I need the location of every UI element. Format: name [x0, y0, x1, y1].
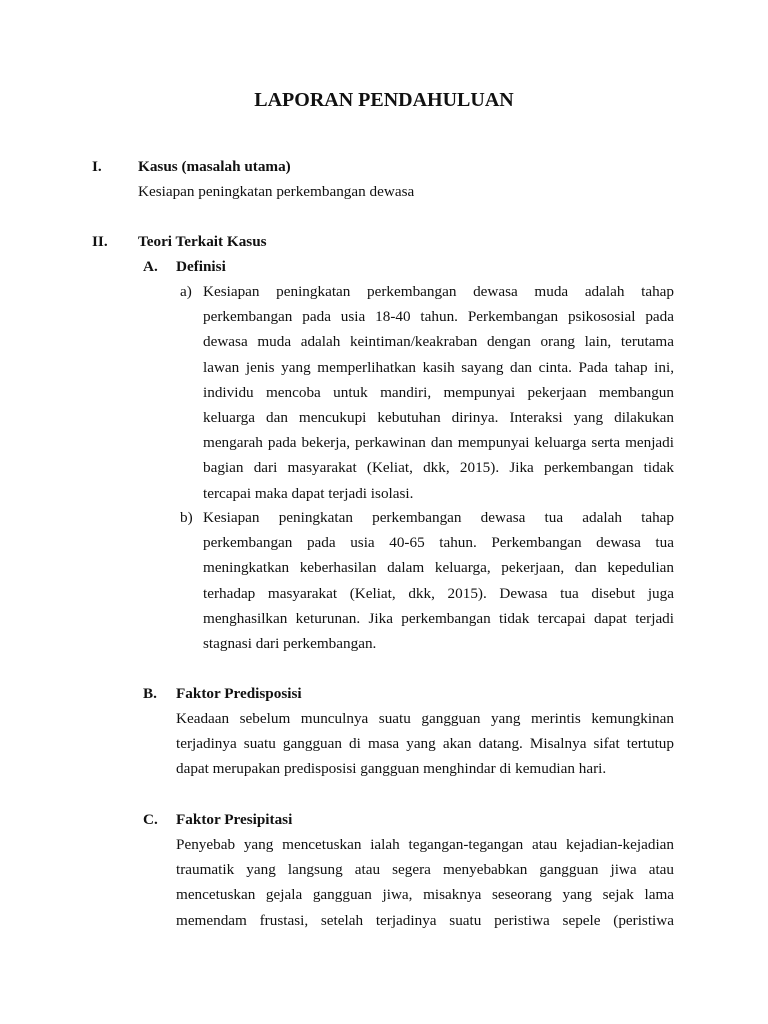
- paragraph-line: terhadap masyarakat (Keliat, dkk, 2015). Dewasa tua disebut juga: [203, 584, 674, 602]
- paragraph-line: lawan jenis yang memperlihatkan kasih sayang dan cinta. Pada tahap ini,: [203, 358, 674, 376]
- section-text: Kesiapan peningkatan perkembangan dewasa: [138, 183, 415, 200]
- subsection-letter: A.: [143, 258, 158, 275]
- subsection-paragraph: [176, 832, 674, 933]
- subsection-heading: Faktor Presipitasi: [176, 811, 293, 828]
- paragraph-line: perkembangan pada usia 40-65 tahun. Perkembangan dewasa tua: [203, 534, 674, 552]
- section-numeral: II.: [92, 233, 108, 250]
- paragraph-line: Kesiapan peningkatan perkembangan dewasa muda adalah tahap: [203, 283, 674, 300]
- document-title: LAPORAN PENDAHULUAN: [254, 89, 514, 111]
- subsection-letter: B.: [143, 685, 157, 702]
- section-numeral: I.: [92, 158, 102, 175]
- paragraph-line: tercapai maka dapat terjadi isolasi.: [203, 484, 414, 502]
- paragraph-line: Kesiapan peningkatan perkembangan dewasa tua adalah tahap: [203, 509, 674, 526]
- subsection-heading: Definisi: [176, 258, 226, 275]
- paragraph-line: mengarah pada bekerja, perkawinan dan mempunyai keluarga serta menjadi: [203, 434, 674, 452]
- subsection-letter: C.: [143, 811, 158, 828]
- paragraph-line: dewasa muda adalah keintiman/keakraban dengan orang lain, terutama: [203, 333, 674, 351]
- paragraph-line: individu mencoba untuk mandiri, mempunyai pekerjaan membangun: [203, 383, 674, 401]
- list-marker: a): [180, 283, 192, 300]
- subsection-paragraph: [176, 706, 674, 782]
- paragraph-line: memendam frustasi, setelah terjadinya suatu peristiwa sepele (peristiwa: [176, 911, 674, 929]
- paragraph-line: terjadinya suatu gangguan di masa yang akan datang. Misalnya sifat tertutup: [176, 735, 674, 753]
- list-item-paragraph: [203, 505, 674, 656]
- paragraph-line: menghasilkan keturunan. Jika perkembangan tidak tercapai dapat terjadi: [203, 609, 674, 627]
- paragraph-line: Keadaan sebelum munculnya suatu gangguan yang merintis kemungkinan: [176, 710, 674, 727]
- paragraph-line: Penyebab yang mencetuskan ialah tegangan-tegangan atau kejadian-kejadian: [176, 836, 674, 853]
- paragraph-line: keluarga dan mencukupi kebutuhan dirinya. Interaksi yang dilakukan: [203, 408, 674, 426]
- paragraph-line: stagnasi dari perkembangan.: [203, 634, 377, 652]
- list-marker: b): [180, 509, 193, 526]
- paragraph-line: meningkatkan keberhasilan dalam keluarga, pekerjaan, dan kepedulian: [203, 559, 674, 577]
- subsection-heading: Faktor Predisposisi: [176, 685, 302, 702]
- paragraph-line: mencetuskan gejala gangguan jiwa, misaknya seseorang yang sejak lama: [176, 886, 674, 904]
- paragraph-line: traumatik yang langsung atau segera menyebabkan gangguan jiwa atau: [176, 861, 674, 879]
- paragraph-line: dapat merupakan predisposisi gangguan menghindar di kemudian hari.: [176, 760, 607, 778]
- paragraph-line: perkembangan pada usia 18-40 tahun. Perkembangan psikososial pada: [203, 308, 674, 326]
- section-heading: Teori Terkait Kasus: [138, 233, 267, 250]
- section-heading: Kasus (masalah utama): [138, 158, 291, 175]
- paragraph-line: bagian dari masyarakat (Keliat, dkk, 2015). Jika perkembangan tidak: [203, 459, 674, 477]
- list-item-paragraph: [203, 279, 674, 506]
